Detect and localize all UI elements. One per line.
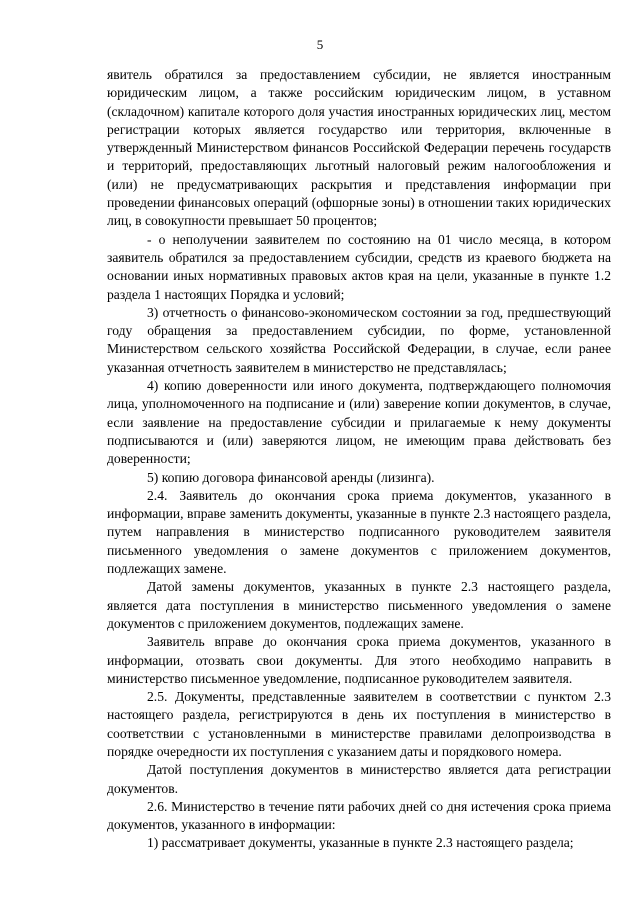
paragraph-no-regional-funds: - о неполучении заявителем по состоянию на 01 число месяца, в котором заявитель обратился за предоставлением субсидии, средств из краевого бюджета на основании иных нормативных правовых актов края на цели, указанные в пункте 1.2 раздела 1 настоящих Порядка и условий;	[107, 231, 611, 302]
paragraph-receipt-date: Датой поступления документов в министерство является дата регистрации документов.	[107, 762, 611, 796]
paragraph-2-5: 2.5. Документы, представленные заявителем в соответствии с пунктом 2.3 настоящего раздела, регистрируются в день их поступления в министерство в соответствии с установленными в министерстве правилами делопроизводства в порядке очередности их поступления с указанием даты и порядкового номера.	[107, 689, 611, 759]
document-body	[107, 66, 611, 853]
paragraph-replacement-date: Датой замены документов, указанных в пункте 2.3 настоящего раздела, является дата поступления в министерство письменного уведомления о замене документов с приложением документов, подлежащих замене.	[107, 579, 611, 631]
paragraph-power-of-attorney: 4) копию доверенности или иного документа, подтверждающего полномочия лица, уполномоченного на подписание и (или) заверение копии документов, в случае, если заявление на предоставление субсидии и прилагаемые к нему документы подписываются и (или) заверяются лицом, не имеющим права действовать без доверенности;	[107, 378, 611, 467]
paragraph-withdrawal: Заявитель вправе до окончания срока приема документов, указанного в информации, отозвать свои документы. Для этого необходимо направить в министерство письменное уведомление, подписанное руководителем заявителя.	[107, 634, 611, 686]
paragraph-2-6-item-1: 1) рассматривает документы, указанные в пункте 2.3 настоящего раздела;	[147, 835, 574, 851]
paragraph-financial-report: 3) отчетность о финансово-экономическом состоянии за год, предшествующий году обращения за предоставлением субсидии, по форме, установленной Министерством сельского хозяйства Российской Федерации, в случае, если ранее указанная отчетность заявителем в министерство не представлялась;	[107, 304, 611, 375]
page-number: 5	[316, 37, 324, 52]
paragraph-2-4: 2.4. Заявитель до окончания срока приема документов, указанного в информации, вправе заменить документы, указанные в пункте 2.3 настоящего раздела, путем направления в министерство подписанного руководителем заявителя письменного уведомления о замене документов с приложением документов, подлежащих замене.	[107, 487, 611, 577]
paragraph-2-6: 2.6. Министерство в течение пяти рабочих дней со дня истечения срока приема документов, указанного в информации:	[107, 798, 611, 833]
paragraph-offshore-condition: явитель обратился за предоставлением субсидии, не является иностранным юридическим лицом, а также российским юридическим лицом, в уставном (складочном) капитале которого доля участия иностранных юридических лиц, местом регистрации которых является государство или территория, включенные в утвержденный Министерством финансов Российской Федерации перечень государств и территорий, предоставляющих льготный налоговый режим налогообложения и (или) не предусматривающих раскрытия и представления информации при проведении финансовых операций (офшорные зоны) в отношении таких юридических лиц, в совокупности превышает 50 процентов;	[107, 67, 611, 229]
paragraph-leasing-contract: 5) копию договора финансовой аренды (лизинга).	[147, 469, 435, 485]
